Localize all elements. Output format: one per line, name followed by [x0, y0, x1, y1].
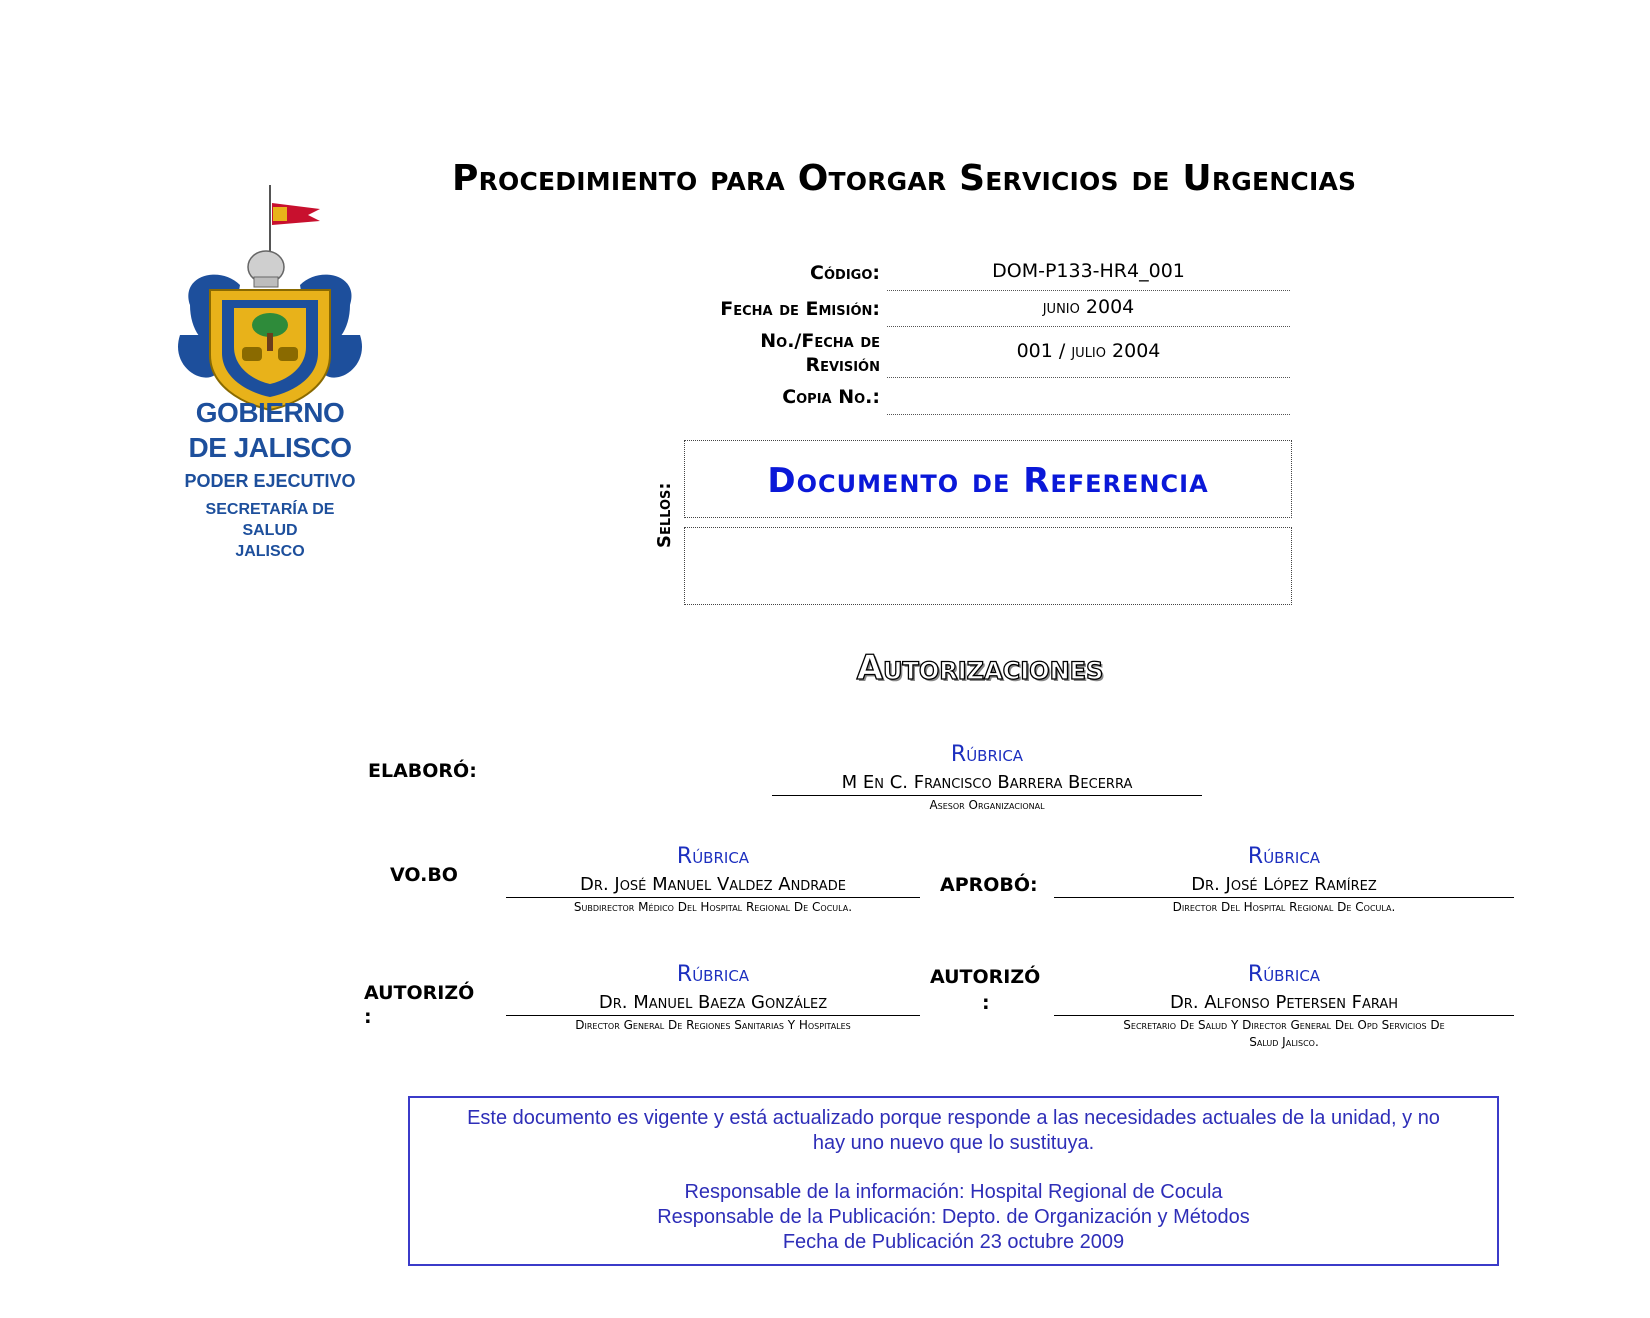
- revision-label-1: No./Fecha de: [760, 330, 880, 352]
- vigencia-notice-box: [408, 1096, 1499, 1266]
- autorizo-2-role-line-1: Secretario De Salud Y Director General Del Opd Servicios De: [1123, 1018, 1445, 1032]
- autorizo-1-name: Dr. Manuel Baeza González: [598, 992, 828, 1013]
- autorizo-1-role: Director General De Regiones Sanitarias Y Hospitales: [575, 1018, 851, 1032]
- aprobo-name: Dr. José López Ramírez: [1191, 874, 1377, 895]
- autorizo-1-colon: :: [364, 1006, 372, 1028]
- aprobo-rubrica: Rúbrica: [1247, 844, 1321, 869]
- stamp-box-bottom: [684, 527, 1292, 605]
- logo-line-de-jalisco: DE JALISCO: [188, 432, 352, 463]
- autorizo-2-colon: :: [982, 992, 990, 1014]
- notice-line-4: Responsable de la Publicación: Depto. de Organización y Métodos: [657, 1206, 1250, 1228]
- revision-underline: [887, 377, 1290, 378]
- sellos-label: Sellos:: [654, 482, 675, 548]
- logo-line-gobierno: GOBIERNO: [195, 397, 345, 428]
- elaboro-role: Asesor Organizacional: [929, 798, 1045, 812]
- fecha-emision-value: junio 2004: [1042, 296, 1135, 318]
- codigo-label: Código:: [810, 262, 880, 284]
- fecha-emision-label: Fecha de Emisión:: [720, 298, 880, 320]
- logo-line-secretaria: SECRETARÍA DE: [205, 501, 335, 518]
- autorizo-1-label: AUTORIZÓ: [364, 982, 475, 1004]
- document-title: Procedimiento para Otorgar Servicios de Urgencias: [452, 158, 1357, 199]
- autorizo-1-rubrica: Rúbrica: [676, 962, 750, 987]
- coat-of-arms-icon: [170, 185, 370, 415]
- autorizo-2-rubrica: Rúbrica: [1247, 962, 1321, 987]
- autorizo-2-name: Dr. Alfonso Petersen Farah: [1169, 992, 1399, 1013]
- codigo-underline: [887, 290, 1290, 291]
- autorizo-2-signature-line: [1054, 1015, 1514, 1016]
- elaboro-signature-line: [772, 795, 1202, 796]
- logo-line-salud: SALUD: [242, 522, 298, 539]
- aprobo-label: APROBÓ:: [940, 874, 1038, 896]
- revision-label-2: Revisión: [805, 354, 880, 376]
- autorizaciones-heading: Autorizaciones: [856, 648, 1104, 688]
- copia-label: Copia No.:: [782, 386, 880, 408]
- logo-line-jalisco: JALISCO: [235, 543, 305, 560]
- logo-line-poder-ejecutivo: PODER EJECUTIVO: [184, 471, 356, 491]
- gobierno-jalisco-logo: [170, 185, 370, 605]
- autorizo-2-label: AUTORIZÓ: [930, 966, 1041, 988]
- fecha-emision-underline: [887, 326, 1290, 327]
- elaboro-rubrica: Rúbrica: [950, 742, 1024, 767]
- copia-underline: [887, 414, 1290, 415]
- revision-value: 001 / julio 2004: [1016, 340, 1161, 362]
- notice-line-1: Este documento es vigente y está actualizado porque responde a las necesidades actuales de la unidad, y no: [467, 1107, 1440, 1129]
- vobo-rubrica: Rúbrica: [676, 844, 750, 869]
- elaboro-name: M En C. Francisco Barrera Becerra: [841, 772, 1133, 793]
- autorizo-1-signature-line: [506, 1015, 920, 1016]
- vobo-signature-line: [506, 897, 920, 898]
- notice-line-5: Fecha de Publicación 23 octubre 2009: [782, 1231, 1125, 1253]
- notice-line-2: hay uno nuevo que lo sustituya.: [812, 1132, 1095, 1154]
- notice-line-3: Responsable de la información: Hospital Regional de Cocula: [684, 1181, 1223, 1203]
- codigo-value: DOM-P133-HR4_001: [992, 260, 1185, 282]
- elaboro-label: ELABORÓ:: [368, 760, 477, 782]
- vobo-name: Dr. José Manuel Valdez Andrade: [580, 874, 846, 895]
- stamp-box-top: [684, 440, 1292, 518]
- aprobo-signature-line: [1054, 897, 1514, 898]
- autorizo-2-role-line-2: Salud Jalisco.: [1249, 1035, 1319, 1049]
- vobo-label: VO.BO: [390, 864, 458, 886]
- documento-referencia-stamp: Documento de Referencia: [767, 461, 1209, 501]
- aprobo-role: Director Del Hospital Regional De Cocula.: [1172, 900, 1396, 914]
- vobo-role: Subdirector Médico Del Hospital Regional De Cocula.: [573, 900, 853, 914]
